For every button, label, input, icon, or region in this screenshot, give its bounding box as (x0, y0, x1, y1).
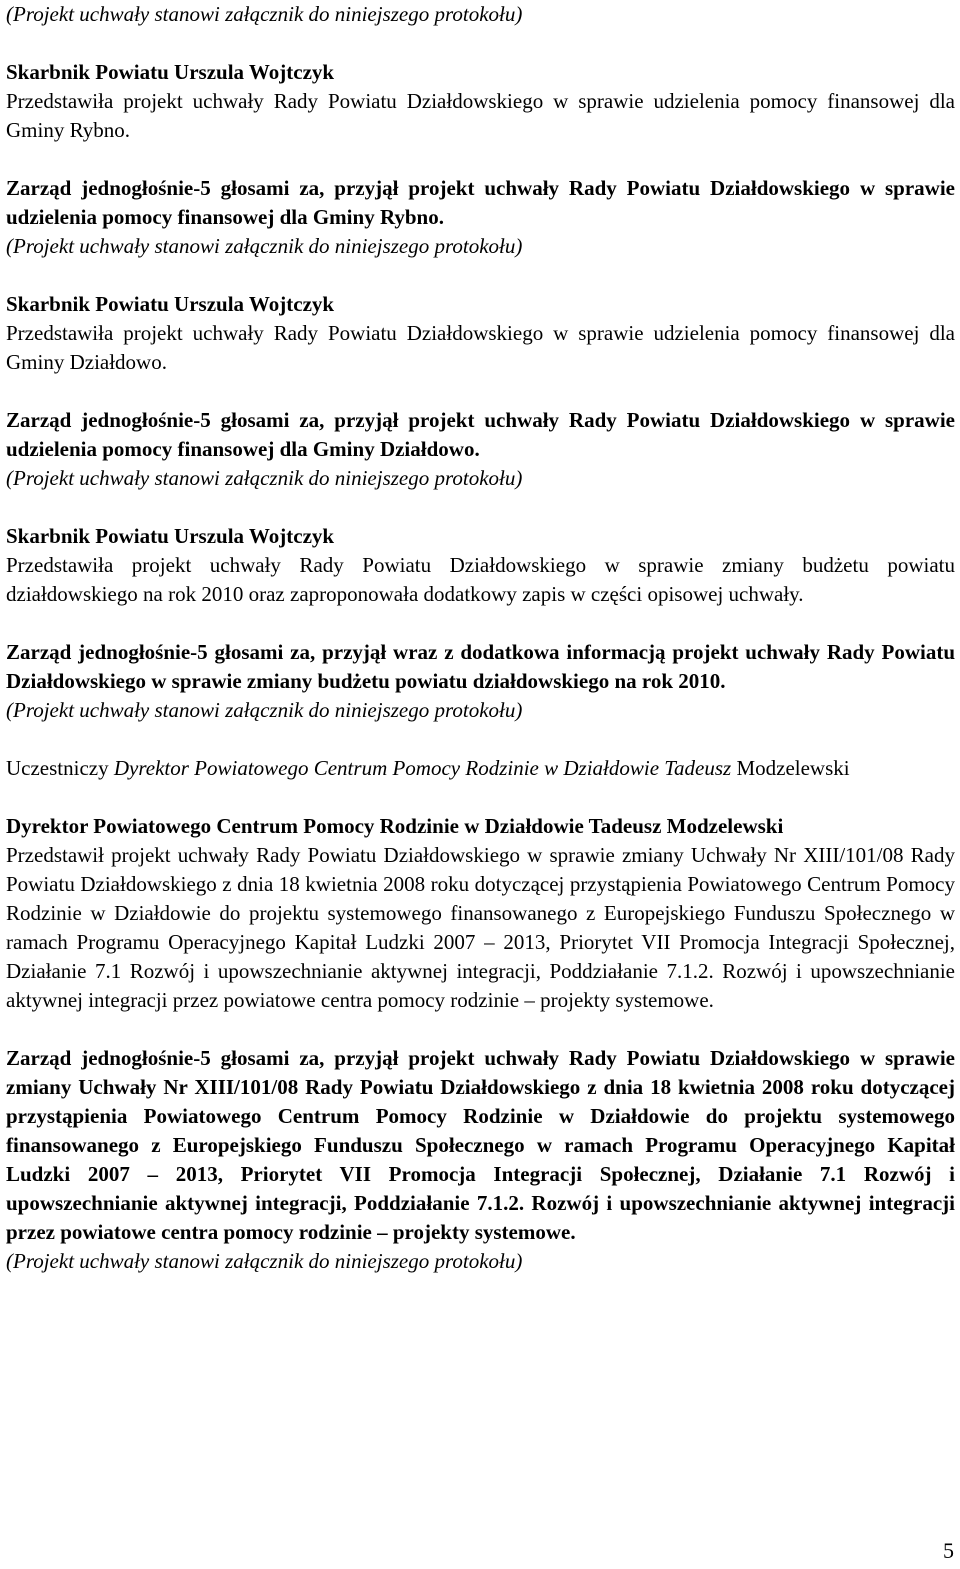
participant-name-tail: Modzelewski (736, 756, 850, 780)
decision-paragraph: Zarząd jednogłośnie-5 głosami za, przyjął projekt uchwały Rady Powiatu Działdowskiego w sprawie udzielenia pomocy finansowej dla Gminy Rybno. (6, 176, 955, 229)
decision-paragraph: Zarząd jednogłośnie-5 głosami za, przyjął projekt uchwały Rady Powiatu Działdowskiego w sprawie udzielenia pomocy finansowej dla Gminy Działdowo. (6, 408, 955, 461)
decision-paragraph: Zarząd jednogłośnie-5 głosami za, przyjął projekt uchwały Rady Powiatu Działdowskiego w sprawie zmiany Uchwały Nr XIII/101/08 Rady Powiatu Działdowskiego z dnia 18 kwietnia 2008 roku dotyczącej przystąpienia Powiatowego Centrum Pomocy Rodzinie w Działdowie do projektu systemowego finansowanego z Europejskiego Funduszu Społecznego w ramach Programu Operacyjnego Kapitał Ludzki 2007 – 2013, Priorytet VII Promocja Integracji Społecznej, Działanie 7.1 Rozwój i upowszechnianie aktywnej integracji, Poddziałanie 7.1.2. Rozwój i upowszechnianie aktywnej integracji przez powiatowe centra pomocy rodzinie – projekty systemowe. (6, 1046, 955, 1244)
decision-paragraph: Zarząd jednogłośnie-5 głosami za, przyjął wraz z dodatkowa informacją projekt uchwały Rady Powiatu Działdowskiego w sprawie zmiany budżetu powiatu działdowskiego na rok 2010. (6, 640, 955, 693)
page-number: 5 (943, 1538, 954, 1563)
spacer (6, 783, 955, 812)
spacer (6, 725, 955, 754)
presentation-paragraph: Przedstawił projekt uchwały Rady Powiatu Działdowskiego w sprawie zmiany Uchwały Nr XIII/101/08 Rady Powiatu Działdowskiego z dnia 18 kwietnia 2008 roku dotyczącej przystąpienia Powiatowego Centrum Pomocy Rodzinie w Działdowie do projektu systemowego finansowanego z Europejskiego Funduszu Społecznego w ramach Programu Operacyjnego Kapitał Ludzki 2007 – 2013, Priorytet VII Promocja Integracji Społecznej, Działanie 7.1 Rozwój i upowszechnianie aktywnej integracji, Poddziałanie 7.1.2. Rozwój i upowszechnianie aktywnej integracji przez powiatowe centra pomocy rodzinie – projekty systemowe. (6, 843, 955, 1012)
attachment-note: (Projekt uchwały stanowi załącznik do niniejszego protokołu) (6, 1249, 523, 1273)
participant-paragraph (6, 754, 955, 783)
speaker-heading: Skarbnik Powiatu Urszula Wojtczyk (6, 292, 335, 316)
participant-label: Uczestniczy (6, 756, 109, 780)
participant-name: Dyrektor Powiatowego Centrum Pomocy Rodzinie w Działdowie Tadeusz (113, 756, 732, 780)
attachment-note: (Projekt uchwały stanowi załącznik do niniejszego protokołu) (6, 698, 523, 722)
spacer (6, 29, 955, 58)
speaker-heading: Skarbnik Powiatu Urszula Wojtczyk (6, 524, 335, 548)
attachment-note: (Projekt uchwały stanowi załącznik do niniejszego protokołu) (6, 466, 523, 490)
presentation-paragraph: Przedstawiła projekt uchwały Rady Powiatu Działdowskiego w sprawie udzielenia pomocy finansowej dla Gminy Rybno. (6, 89, 955, 142)
spacer (6, 493, 955, 522)
presentation-paragraph: Przedstawiła projekt uchwały Rady Powiatu Działdowskiego w sprawie udzielenia pomocy finansowej dla Gminy Działdowo. (6, 321, 955, 374)
spacer (6, 145, 955, 174)
speaker-heading: Dyrektor Powiatowego Centrum Pomocy Rodzinie w Działdowie Tadeusz Modzelewski (6, 814, 784, 838)
spacer (6, 609, 955, 638)
spacer (6, 377, 955, 406)
attachment-note: (Projekt uchwały stanowi załącznik do niniejszego protokołu) (6, 2, 523, 26)
spacer (6, 1015, 955, 1044)
attachment-note: (Projekt uchwały stanowi załącznik do niniejszego protokołu) (6, 234, 523, 258)
speaker-heading: Skarbnik Powiatu Urszula Wojtczyk (6, 60, 335, 84)
presentation-paragraph: Przedstawiła projekt uchwały Rady Powiatu Działdowskiego w sprawie zmiany budżetu powiatu działdowskiego na rok 2010 oraz zaproponowała dodatkowy zapis w części opisowej uchwały. (6, 553, 955, 606)
protocol-page (6, 0, 955, 1276)
spacer (6, 261, 955, 290)
